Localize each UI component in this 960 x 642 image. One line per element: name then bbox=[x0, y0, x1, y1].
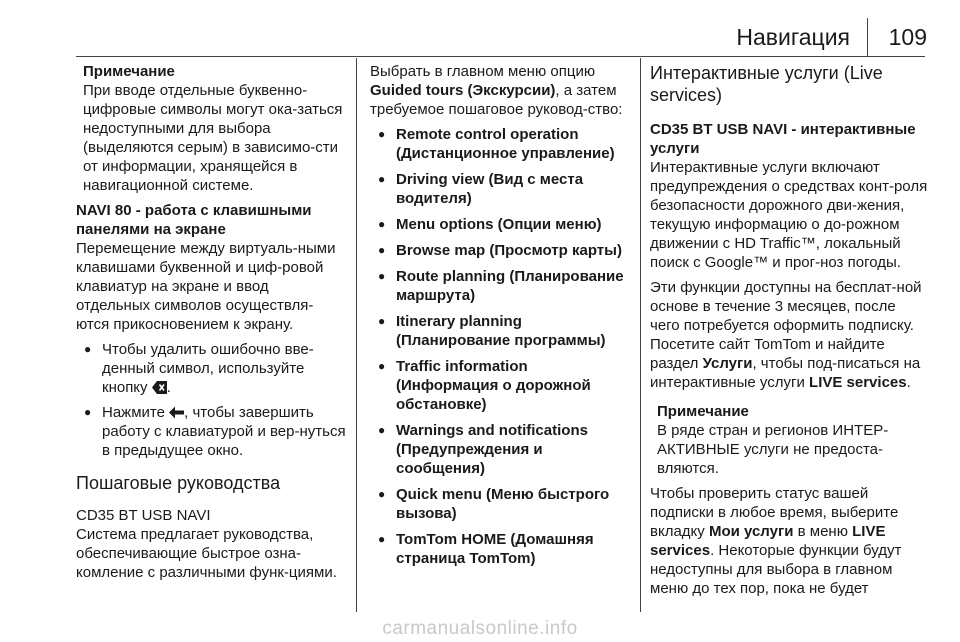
list-item: ● Itinerary planning (Планирование программы) bbox=[370, 312, 632, 350]
paragraph-text: , чтобы под-писаться на интерактивные услуги bbox=[650, 355, 921, 391]
intro-text: Выбрать в главном меню опцию bbox=[370, 63, 596, 80]
navi80-title: NAVI 80 - работа с клавишными панелями на экране bbox=[76, 202, 312, 238]
paragraph-text: . Некоторые функции будут недоступны для выбора в главном меню до тех пор, пока не будет bbox=[650, 542, 902, 597]
cd35-title: CD35 BT USB NAVI bbox=[76, 507, 211, 524]
backspace-icon bbox=[152, 381, 167, 394]
list-item: ● Driving view (Вид с места водителя) bbox=[370, 170, 632, 208]
note-title: Примечание bbox=[83, 63, 175, 80]
list-item bbox=[76, 340, 346, 397]
intro-text: , а затем требуемое пошаговое руковод-ство: bbox=[370, 82, 623, 118]
note-body: При вводе отдельные буквенно-цифровые символы могут ока-заться недоступными для выбора (выделяются серым) в зависимо-сти от информации, хранящейся в навигационной системе. bbox=[83, 82, 343, 194]
paragraph-text: Эти функции доступны на бесплат-ной основе в течение 3 месяцев, после чего потребуется оформить подписку. Посетите сайт TomTom и найдите раздел bbox=[650, 279, 922, 372]
paragraph-text: в меню bbox=[793, 523, 853, 540]
page-number: 109 bbox=[888, 24, 927, 50]
note-block bbox=[76, 62, 346, 195]
right-column bbox=[650, 62, 928, 604]
section-heading: Пошаговые руководства bbox=[76, 473, 281, 493]
paragraph bbox=[650, 278, 928, 392]
list-item bbox=[76, 403, 346, 460]
instruction-list bbox=[76, 340, 346, 460]
middle-column bbox=[370, 62, 632, 575]
list-item: ● Traffic information (Информация о дорожной обстановке) bbox=[370, 357, 632, 414]
list-item: ● Quick menu (Меню быстрого вызова) bbox=[370, 485, 632, 523]
paragraph bbox=[650, 484, 928, 598]
page-section-title: Навигация bbox=[736, 24, 850, 50]
navi80-body: Перемещение между виртуаль-ными клавишами буквенной и циф-ровой клавиатур на экране и ввод отдельных символов осуществля-ются прикосновением к экрану. bbox=[76, 240, 336, 333]
watermark: carmanualsonline.info bbox=[382, 618, 578, 639]
list-item: ● Remote control operation (Дистанционное управление) bbox=[370, 125, 632, 163]
column-divider bbox=[640, 58, 641, 612]
guided-tours-list bbox=[370, 125, 632, 568]
list-item: ● TomTom HOME (Домашняя страница TomTom) bbox=[370, 530, 632, 568]
cd35-body: Система предлагает руководства, обеспечивающие быстрое озна-комление с различными функ-циями. bbox=[76, 526, 337, 581]
paragraph: Интерактивные услуги включают предупреждения о средствах конт-роля безопасности дорожного дви-жения, текущую информацию о до-рожном движении с HD Traffic™, локальный поиск с Google™ и прог-ноз погоды. bbox=[650, 159, 928, 271]
header-rule bbox=[76, 56, 925, 57]
list-item: ● Menu options (Опции меню) bbox=[370, 215, 632, 234]
intro-paragraph bbox=[370, 62, 632, 119]
note-block bbox=[650, 402, 928, 478]
bullet-text: , чтобы завершить работу с клавиатурой и вер-нуться в предыдущее окно. bbox=[102, 404, 346, 459]
note-title: Примечание bbox=[657, 403, 749, 420]
paragraph-bold: Мои услуги bbox=[708, 523, 794, 540]
page-header bbox=[0, 18, 960, 58]
paragraph-text: . bbox=[906, 374, 911, 391]
note-body: В ряде стран и регионов ИНТЕР-АКТИВНЫЕ услуги не предоста-вляются. bbox=[657, 422, 889, 477]
paragraph-bold: LIVE services bbox=[650, 523, 886, 559]
back-arrow-icon bbox=[169, 406, 184, 419]
paragraph-bold: LIVE services bbox=[809, 374, 907, 391]
intro-bold: Guided tours (Экскурсии) bbox=[370, 82, 556, 99]
paragraph-bold: Услуги bbox=[702, 355, 753, 372]
column-divider bbox=[356, 58, 357, 612]
live-services-title: CD35 BT USB NAVI - интерактивные услуги bbox=[650, 121, 916, 157]
list-item: ● Route planning (Планирование маршрута) bbox=[370, 267, 632, 305]
left-column bbox=[76, 62, 346, 588]
bullet-text: Нажмите bbox=[102, 404, 165, 421]
paragraph-text: Чтобы проверить статус вашей подписки в любое время, выберите вкладку bbox=[650, 485, 899, 540]
section-heading: Интерактивные услуги (Live services) bbox=[650, 63, 883, 105]
header-divider bbox=[867, 18, 868, 57]
list-item: ● Browse map (Просмотр карты) bbox=[370, 241, 632, 260]
bullet-text: . bbox=[166, 379, 171, 396]
bullet-text: Чтобы удалить ошибочно вве-денный символ, используйте кнопку bbox=[102, 341, 314, 396]
list-item: ● Warnings and notifications (Предупреждения и сообщения) bbox=[370, 421, 632, 478]
